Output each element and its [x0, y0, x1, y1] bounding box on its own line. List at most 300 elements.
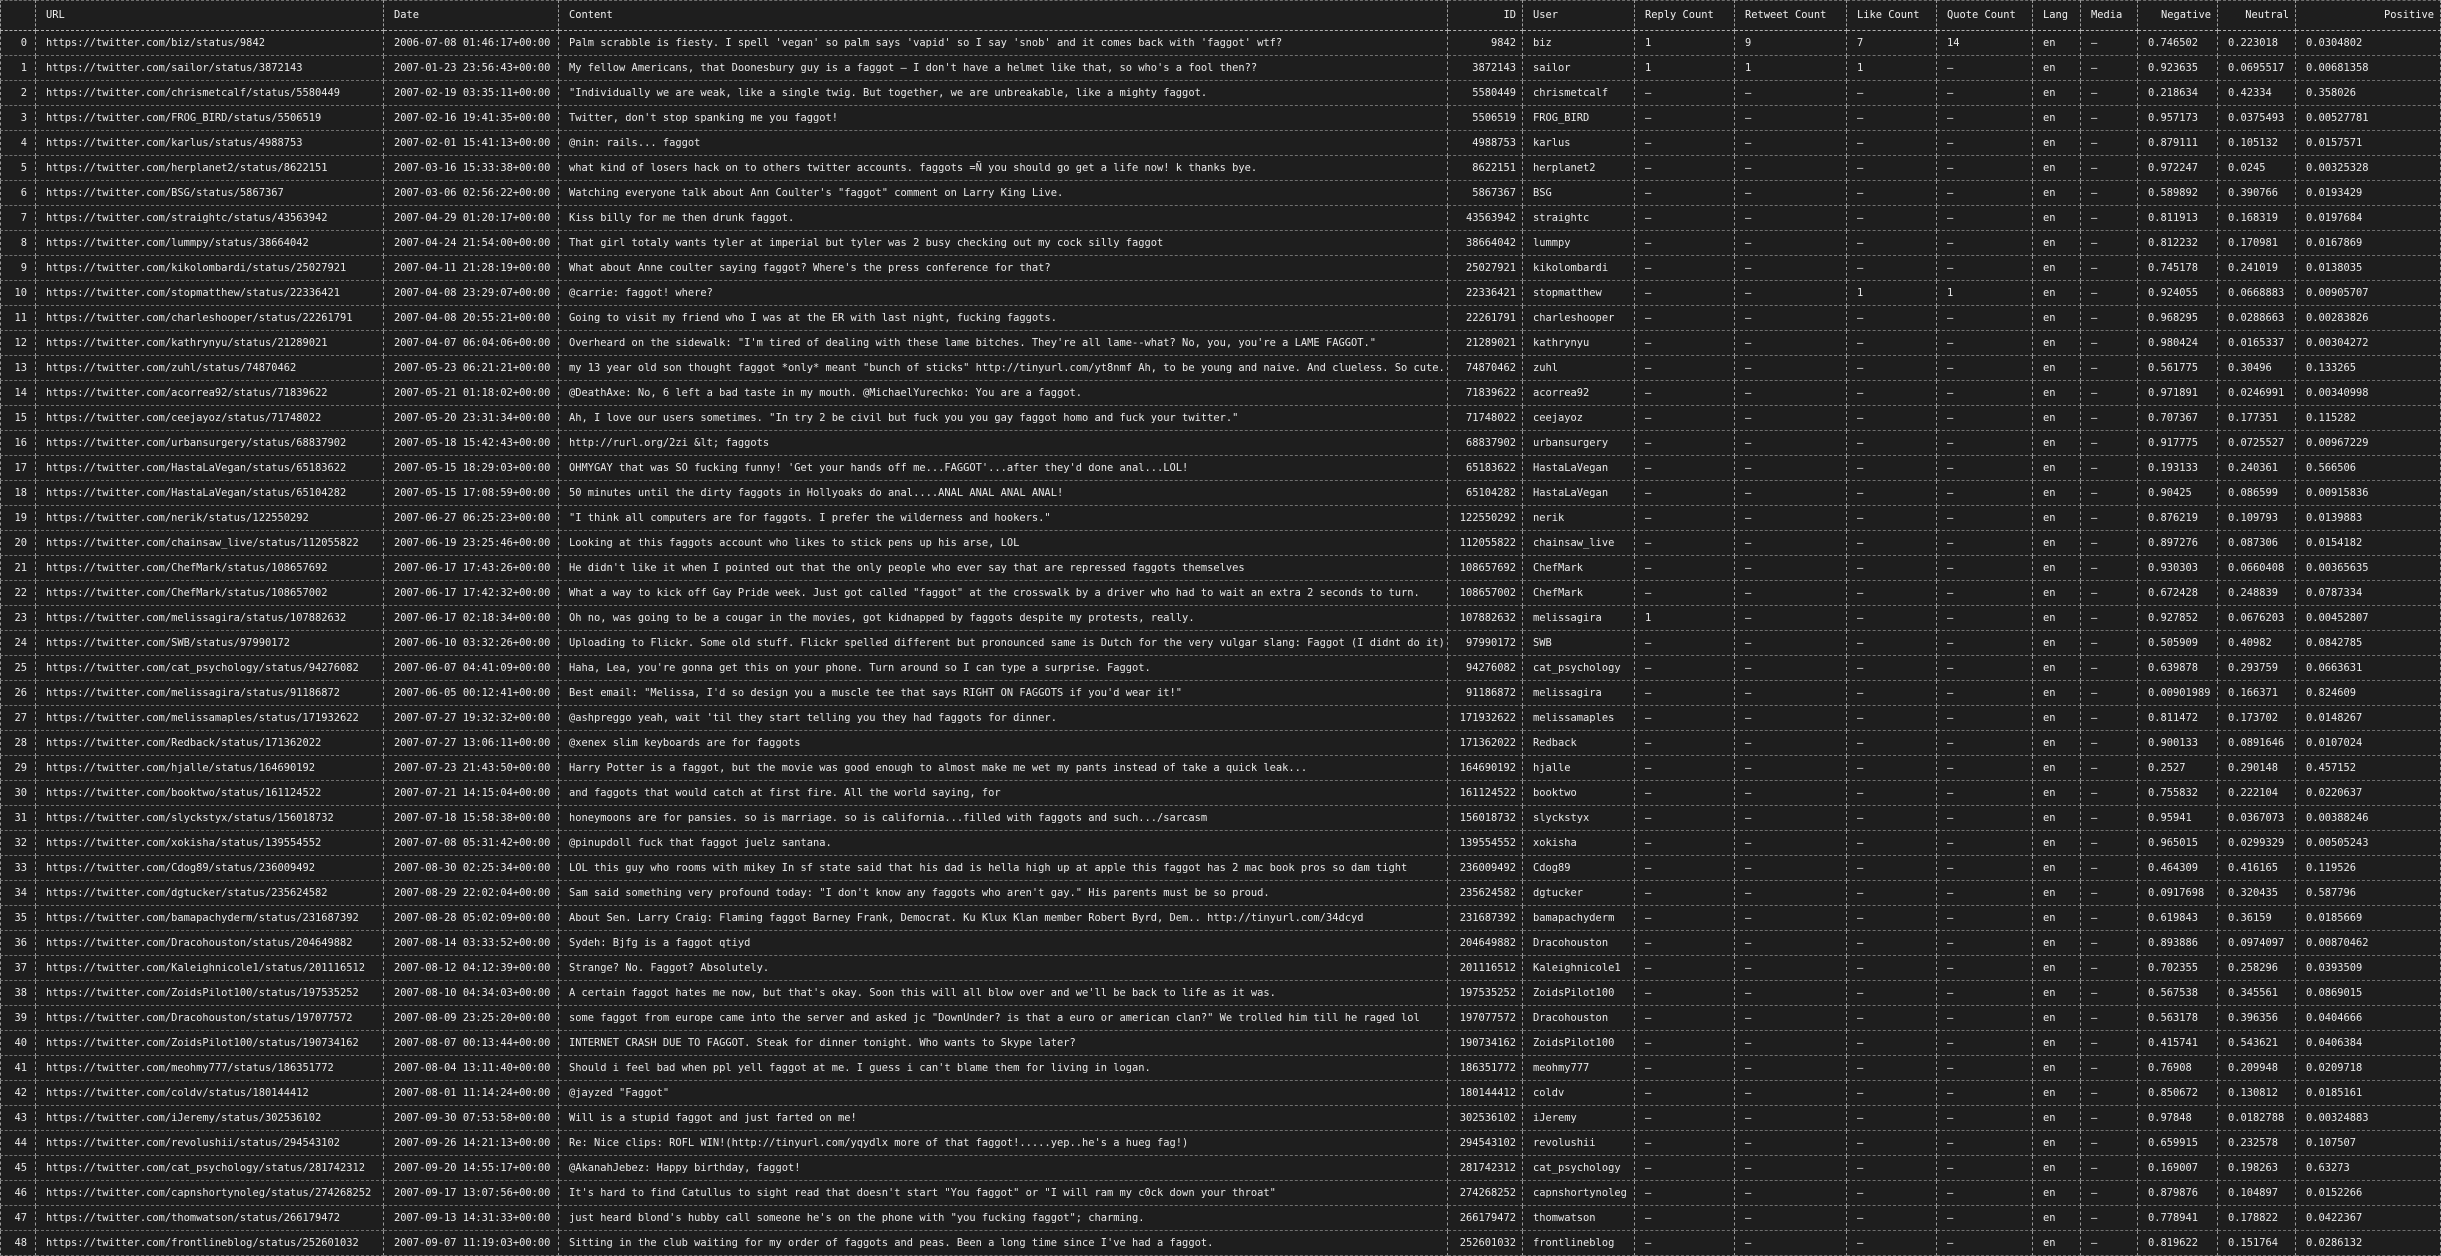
cell-positive: 0.0138035	[2296, 256, 2441, 281]
table-row	[1, 1006, 2441, 1031]
cell-neutral: 0.320435	[2218, 881, 2296, 906]
cell-positive: 0.00304272	[2296, 331, 2441, 356]
cell-user: iJeremy	[1523, 1106, 1635, 1131]
cell-url: https://twitter.com/herplanet2/status/8622151	[36, 156, 384, 181]
cell-media: –	[2081, 656, 2138, 681]
table-row	[1, 181, 2441, 206]
cell-media: –	[2081, 481, 2138, 506]
cell-like-count: –	[1847, 581, 1937, 606]
cell-content: Watching everyone talk about Ann Coulter's "faggot" comment on Larry King Live.	[559, 181, 1448, 206]
cell-id: 22261791	[1448, 306, 1523, 331]
cell-media: –	[2081, 131, 2138, 156]
cell-quote-count: –	[1937, 381, 2033, 406]
cell-media: –	[2081, 881, 2138, 906]
table-row	[1, 781, 2441, 806]
cell-lang: en	[2033, 306, 2081, 331]
table-row	[1, 506, 2441, 531]
cell-id: 281742312	[1448, 1156, 1523, 1181]
cell-id: 274268252	[1448, 1181, 1523, 1206]
cell-media: –	[2081, 1156, 2138, 1181]
cell-reply-count: –	[1635, 756, 1735, 781]
cell-id: 25027921	[1448, 256, 1523, 281]
cell-lang: en	[2033, 156, 2081, 181]
cell-content: my 13 year old son thought faggot *only* meant "bunch of sticks" http://tinyurl.com/yt8nmf Ah, to be young and naive. And clueless. So cute.	[559, 356, 1448, 381]
cell-like-count: –	[1847, 231, 1937, 256]
cell-url: https://twitter.com/acorrea92/status/71839622	[36, 381, 384, 406]
cell-url: https://twitter.com/Dracohouston/status/204649882	[36, 931, 384, 956]
cell-lang: en	[2033, 781, 2081, 806]
cell-neutral: 0.0182788	[2218, 1106, 2296, 1131]
cell-retweet-count: –	[1735, 181, 1847, 206]
cell-reply-count: –	[1635, 106, 1735, 131]
cell-user: stopmatthew	[1523, 281, 1635, 306]
cell-quote-count: –	[1937, 806, 2033, 831]
cell-date: 2006-07-08 01:46:17+00:00	[384, 31, 559, 56]
cell-negative: 0.778941	[2138, 1206, 2218, 1231]
cell-quote-count: –	[1937, 556, 2033, 581]
cell-negative: 0.900133	[2138, 731, 2218, 756]
cell-user: ZoidsPilot100	[1523, 981, 1635, 1006]
cell-neutral: 0.170981	[2218, 231, 2296, 256]
cell-reply-count: –	[1635, 306, 1735, 331]
cell-user: cat_psychology	[1523, 656, 1635, 681]
cell-neutral: 0.178822	[2218, 1206, 2296, 1231]
cell-date: 2007-08-12 04:12:39+00:00	[384, 956, 559, 981]
cell-neutral: 0.0299329	[2218, 831, 2296, 856]
cell-content: Ah, I love our users sometimes. "In try 2 be civil but fuck you you gay faggot homo and fuck your twitter."	[559, 406, 1448, 431]
cell-retweet-count: 9	[1735, 31, 1847, 56]
cell-url: https://twitter.com/kikolombardi/status/25027921	[36, 256, 384, 281]
cell-url: https://twitter.com/kathrynyu/status/21289021	[36, 331, 384, 356]
cell-content: INTERNET CRASH DUE TO FAGGOT. Steak for dinner tonight. Who wants to Skype later?	[559, 1031, 1448, 1056]
cell-lang: en	[2033, 1081, 2081, 1106]
cell-neutral: 0.345561	[2218, 981, 2296, 1006]
cell-content: Twitter, don't stop spanking me you faggot!	[559, 106, 1448, 131]
cell-retweet-count: –	[1735, 1181, 1847, 1206]
cell-media: –	[2081, 281, 2138, 306]
cell-id: 235624582	[1448, 881, 1523, 906]
cell-neutral: 0.0288663	[2218, 306, 2296, 331]
cell-url: https://twitter.com/Cdog89/status/236009492	[36, 856, 384, 881]
cell-index: 15	[1, 406, 36, 431]
cell-user: melissamaples	[1523, 706, 1635, 731]
cell-retweet-count: –	[1735, 1006, 1847, 1031]
cell-reply-count: –	[1635, 81, 1735, 106]
cell-quote-count: –	[1937, 906, 2033, 931]
cell-url: https://twitter.com/capnshortynoleg/status/274268252	[36, 1181, 384, 1206]
table-row	[1, 1081, 2441, 1106]
cell-index: 7	[1, 206, 36, 231]
cell-content: "I think all computers are for faggots. I prefer the wilderness and hookers."	[559, 506, 1448, 531]
cell-id: 65104282	[1448, 481, 1523, 506]
cell-retweet-count: –	[1735, 1156, 1847, 1181]
cell-user: coldv	[1523, 1081, 1635, 1106]
cell-negative: 0.0917698	[2138, 881, 2218, 906]
cell-media: –	[2081, 1031, 2138, 1056]
cell-id: 9842	[1448, 31, 1523, 56]
cell-positive: 0.63273	[2296, 1156, 2441, 1181]
cell-negative: 0.819622	[2138, 1231, 2218, 1256]
cell-reply-count: –	[1635, 131, 1735, 156]
cell-positive: 0.0406384	[2296, 1031, 2441, 1056]
cell-positive: 0.00283826	[2296, 306, 2441, 331]
cell-neutral: 0.0695517	[2218, 56, 2296, 81]
cell-index: 37	[1, 956, 36, 981]
cell-quote-count: –	[1937, 931, 2033, 956]
cell-negative: 0.639878	[2138, 656, 2218, 681]
cell-content: A certain faggot hates me now, but that's okay. Soon this will all blow over and we'll be back to life as it was.	[559, 981, 1448, 1006]
cell-media: –	[2081, 681, 2138, 706]
table-row	[1, 681, 2441, 706]
cell-positive: 0.0787334	[2296, 581, 2441, 606]
cell-like-count: –	[1847, 431, 1937, 456]
cell-retweet-count: –	[1735, 956, 1847, 981]
cell-user: cat_psychology	[1523, 1156, 1635, 1181]
cell-retweet-count: –	[1735, 931, 1847, 956]
cell-user: FROG_BIRD	[1523, 106, 1635, 131]
table-row	[1, 1056, 2441, 1081]
cell-media: –	[2081, 1056, 2138, 1081]
cell-like-count: –	[1847, 531, 1937, 556]
cell-negative: 0.193133	[2138, 456, 2218, 481]
cell-lang: en	[2033, 456, 2081, 481]
cell-id: 5506519	[1448, 106, 1523, 131]
cell-content: My fellow Americans, that Doonesbury guy is a faggot – I don't have a helmet like that, so who's a fool then??	[559, 56, 1448, 81]
cell-media: –	[2081, 1206, 2138, 1231]
cell-id: 22336421	[1448, 281, 1523, 306]
cell-index: 11	[1, 306, 36, 331]
cell-like-count: –	[1847, 756, 1937, 781]
cell-reply-count: –	[1635, 1206, 1735, 1231]
cell-content: Going to visit my friend who I was at the ER with last night, fucking faggots.	[559, 306, 1448, 331]
cell-content: @AkanahJebez: Happy birthday, faggot!	[559, 1156, 1448, 1181]
cell-retweet-count: –	[1735, 1031, 1847, 1056]
cell-url: https://twitter.com/stopmatthew/status/22336421	[36, 281, 384, 306]
cell-like-count: –	[1847, 1206, 1937, 1231]
table-row	[1, 306, 2441, 331]
cell-url: https://twitter.com/HastaLaVegan/status/65183622	[36, 456, 384, 481]
cell-positive: 0.0185669	[2296, 906, 2441, 931]
cell-quote-count: –	[1937, 356, 2033, 381]
cell-content: Overheard on the sidewalk: "I'm tired of dealing with these lame bitches. They're all lame--what? No, you, you're a LAME FAGGOT."	[559, 331, 1448, 356]
cell-quote-count: –	[1937, 431, 2033, 456]
cell-reply-count: –	[1635, 881, 1735, 906]
cell-lang: en	[2033, 56, 2081, 81]
cell-index: 12	[1, 331, 36, 356]
cell-url: https://twitter.com/xokisha/status/139554552	[36, 831, 384, 856]
cell-url: https://twitter.com/chrismetcalf/status/5580449	[36, 81, 384, 106]
cell-index: 29	[1, 756, 36, 781]
cell-index: 16	[1, 431, 36, 456]
cell-quote-count: –	[1937, 206, 2033, 231]
cell-reply-count: –	[1635, 206, 1735, 231]
cell-like-count: –	[1847, 406, 1937, 431]
cell-content: http://rurl.org/2zi &lt; faggots	[559, 431, 1448, 456]
cell-like-count: 1	[1847, 56, 1937, 81]
cell-index: 27	[1, 706, 36, 731]
cell-quote-count: –	[1937, 1056, 2033, 1081]
cell-neutral: 0.390766	[2218, 181, 2296, 206]
cell-content: Re: Nice clips: ROFL WIN!(http://tinyurl.com/yqydlx more of that faggot!.....yep..he's a hueg fag!)	[559, 1131, 1448, 1156]
cell-neutral: 0.168319	[2218, 206, 2296, 231]
cell-content: LOL this guy who rooms with mikey In sf state said that his dad is hella high up at apple this faggot has 2 mac book pros so dam tight	[559, 856, 1448, 881]
table-row	[1, 1106, 2441, 1131]
table-row	[1, 1231, 2441, 1256]
column-header-positive: Positive	[2296, 1, 2441, 31]
cell-positive: 0.0139883	[2296, 506, 2441, 531]
cell-id: 252601032	[1448, 1231, 1523, 1256]
cell-lang: en	[2033, 1156, 2081, 1181]
cell-index: 38	[1, 981, 36, 1006]
cell-lang: en	[2033, 131, 2081, 156]
cell-id: 197077572	[1448, 1006, 1523, 1031]
cell-retweet-count: –	[1735, 706, 1847, 731]
cell-negative: 0.924055	[2138, 281, 2218, 306]
cell-id: 68837902	[1448, 431, 1523, 456]
cell-positive: 0.00388246	[2296, 806, 2441, 831]
cell-media: –	[2081, 981, 2138, 1006]
cell-negative: 0.2527	[2138, 756, 2218, 781]
cell-date: 2007-09-30 07:53:58+00:00	[384, 1106, 559, 1131]
cell-user: Kaleighnicole1	[1523, 956, 1635, 981]
cell-positive: 0.0842785	[2296, 631, 2441, 656]
cell-date: 2007-03-16 15:33:38+00:00	[384, 156, 559, 181]
cell-positive: 0.0220637	[2296, 781, 2441, 806]
cell-like-count: –	[1847, 481, 1937, 506]
cell-positive: 0.0663631	[2296, 656, 2441, 681]
cell-quote-count: –	[1937, 681, 2033, 706]
cell-user: HastaLaVegan	[1523, 456, 1635, 481]
cell-date: 2007-05-18 15:42:43+00:00	[384, 431, 559, 456]
cell-id: 201116512	[1448, 956, 1523, 981]
cell-negative: 0.561775	[2138, 356, 2218, 381]
cell-positive: 0.00505243	[2296, 831, 2441, 856]
cell-id: 190734162	[1448, 1031, 1523, 1056]
cell-quote-count: –	[1937, 1131, 2033, 1156]
cell-retweet-count: –	[1735, 1206, 1847, 1231]
cell-url: https://twitter.com/SWB/status/97990172	[36, 631, 384, 656]
cell-neutral: 0.240361	[2218, 456, 2296, 481]
cell-reply-count: –	[1635, 706, 1735, 731]
cell-negative: 0.415741	[2138, 1031, 2218, 1056]
cell-content: Looking at this faggots account who likes to stick pens up his arse, LOL	[559, 531, 1448, 556]
cell-id: 74870462	[1448, 356, 1523, 381]
cell-id: 302536102	[1448, 1106, 1523, 1131]
cell-quote-count: –	[1937, 581, 2033, 606]
cell-id: 38664042	[1448, 231, 1523, 256]
cell-neutral: 0.30496	[2218, 356, 2296, 381]
cell-media: –	[2081, 456, 2138, 481]
cell-index: 20	[1, 531, 36, 556]
cell-url: https://twitter.com/melissagira/status/91186872	[36, 681, 384, 706]
cell-id: 4988753	[1448, 131, 1523, 156]
cell-neutral: 0.105132	[2218, 131, 2296, 156]
cell-media: –	[2081, 56, 2138, 81]
cell-date: 2007-07-23 21:43:50+00:00	[384, 756, 559, 781]
table-row	[1, 556, 2441, 581]
cell-quote-count: –	[1937, 1156, 2033, 1181]
cell-lang: en	[2033, 681, 2081, 706]
cell-like-count: –	[1847, 81, 1937, 106]
cell-content: OHMYGAY that was SO fucking funny! 'Get your hands off me...FAGGOT'...after they'd done anal...LOL!	[559, 456, 1448, 481]
cell-lang: en	[2033, 806, 2081, 831]
cell-retweet-count: –	[1735, 556, 1847, 581]
cell-neutral: 0.087306	[2218, 531, 2296, 556]
cell-retweet-count: –	[1735, 1081, 1847, 1106]
cell-url: https://twitter.com/karlus/status/4988753	[36, 131, 384, 156]
table-row	[1, 881, 2441, 906]
cell-neutral: 0.173702	[2218, 706, 2296, 731]
cell-reply-count: –	[1635, 1231, 1735, 1256]
cell-negative: 0.619843	[2138, 906, 2218, 931]
cell-positive: 0.0286132	[2296, 1231, 2441, 1256]
cell-neutral: 0.248839	[2218, 581, 2296, 606]
cell-retweet-count: –	[1735, 106, 1847, 131]
cell-neutral: 0.241019	[2218, 256, 2296, 281]
cell-content: @pinupdoll fuck that faggot juelz santana.	[559, 831, 1448, 856]
table-row	[1, 331, 2441, 356]
cell-negative: 0.745178	[2138, 256, 2218, 281]
cell-quote-count: –	[1937, 331, 2033, 356]
cell-date: 2007-05-15 18:29:03+00:00	[384, 456, 559, 481]
cell-like-count: –	[1847, 306, 1937, 331]
cell-retweet-count: –	[1735, 581, 1847, 606]
cell-index: 24	[1, 631, 36, 656]
cell-neutral: 0.42334	[2218, 81, 2296, 106]
cell-date: 2007-07-18 15:58:38+00:00	[384, 806, 559, 831]
cell-content: some faggot from europe came into the server and asked jc "DownUnder? is that a euro or american clan?" We trolled him till he raged lol	[559, 1006, 1448, 1031]
cell-media: –	[2081, 906, 2138, 931]
cell-quote-count: –	[1937, 856, 2033, 881]
cell-like-count: –	[1847, 606, 1937, 631]
cell-reply-count: –	[1635, 981, 1735, 1006]
cell-user: melissagira	[1523, 681, 1635, 706]
cell-url: https://twitter.com/Kaleighnicole1/status/201116512	[36, 956, 384, 981]
cell-lang: en	[2033, 731, 2081, 756]
cell-lang: en	[2033, 356, 2081, 381]
cell-lang: en	[2033, 656, 2081, 681]
cell-lang: en	[2033, 481, 2081, 506]
cell-negative: 0.850672	[2138, 1081, 2218, 1106]
cell-id: 139554552	[1448, 831, 1523, 856]
cell-retweet-count: –	[1735, 656, 1847, 681]
cell-date: 2007-06-19 23:25:46+00:00	[384, 531, 559, 556]
table-row	[1, 631, 2441, 656]
cell-content: He didn't like it when I pointed out that the only people who ever say that are repressed faggots themselves	[559, 556, 1448, 581]
cell-date: 2007-09-26 14:21:13+00:00	[384, 1131, 559, 1156]
cell-retweet-count: –	[1735, 1131, 1847, 1156]
cell-index: 28	[1, 731, 36, 756]
cell-positive: 0.0393509	[2296, 956, 2441, 981]
cell-quote-count: –	[1937, 256, 2033, 281]
cell-retweet-count: –	[1735, 1106, 1847, 1131]
cell-negative: 0.812232	[2138, 231, 2218, 256]
header-row	[1, 1, 2441, 31]
cell-date: 2007-06-07 04:41:09+00:00	[384, 656, 559, 681]
cell-media: –	[2081, 356, 2138, 381]
cell-url: https://twitter.com/zuhl/status/74870462	[36, 356, 384, 381]
cell-content: It's hard to find Catullus to sight read that doesn't start "You faggot" or "I will ram my c0ck down your throat"	[559, 1181, 1448, 1206]
cell-url: https://twitter.com/thomwatson/status/266179472	[36, 1206, 384, 1231]
cell-neutral: 0.166371	[2218, 681, 2296, 706]
cell-negative: 0.90425	[2138, 481, 2218, 506]
cell-id: 156018732	[1448, 806, 1523, 831]
cell-reply-count: –	[1635, 656, 1735, 681]
cell-lang: en	[2033, 381, 2081, 406]
cell-date: 2007-08-10 04:34:03+00:00	[384, 981, 559, 1006]
cell-url: https://twitter.com/revolushii/status/294543102	[36, 1131, 384, 1156]
cell-negative: 0.707367	[2138, 406, 2218, 431]
cell-content: @ashpreggo yeah, wait 'til they start telling you they had faggots for dinner.	[559, 706, 1448, 731]
cell-id: 21289021	[1448, 331, 1523, 356]
cell-lang: en	[2033, 81, 2081, 106]
cell-positive: 0.115282	[2296, 406, 2441, 431]
cell-retweet-count: –	[1735, 131, 1847, 156]
cell-url: https://twitter.com/FROG_BIRD/status/5506519	[36, 106, 384, 131]
cell-user: slyckstyx	[1523, 806, 1635, 831]
cell-negative: 0.464309	[2138, 856, 2218, 881]
cell-media: –	[2081, 381, 2138, 406]
cell-neutral: 0.0725527	[2218, 431, 2296, 456]
cell-quote-count: –	[1937, 56, 2033, 81]
cell-user: revolushii	[1523, 1131, 1635, 1156]
cell-content: About Sen. Larry Craig: Flaming faggot Barney Frank, Democrat. Ku Klux Klan member Robert Byrd, Dem.. http://tinyurl.com/34dcyd	[559, 906, 1448, 931]
cell-reply-count: –	[1635, 806, 1735, 831]
cell-url: https://twitter.com/iJeremy/status/302536102	[36, 1106, 384, 1131]
cell-negative: 0.917775	[2138, 431, 2218, 456]
cell-like-count: –	[1847, 1156, 1937, 1181]
cell-media: –	[2081, 431, 2138, 456]
cell-reply-count: –	[1635, 381, 1735, 406]
cell-content: just heard blond's hubby call someone he's on the phone with "you fucking faggot"; charming.	[559, 1206, 1448, 1231]
cell-negative: 0.755832	[2138, 781, 2218, 806]
cell-index: 32	[1, 831, 36, 856]
cell-reply-count: –	[1635, 356, 1735, 381]
cell-id: 5580449	[1448, 81, 1523, 106]
cell-negative: 0.169007	[2138, 1156, 2218, 1181]
cell-positive: 0.566506	[2296, 456, 2441, 481]
cell-like-count: –	[1847, 681, 1937, 706]
column-header-media: Media	[2081, 1, 2138, 31]
cell-content: @jayzed "Faggot"	[559, 1081, 1448, 1106]
cell-user: Redback	[1523, 731, 1635, 756]
cell-like-count: –	[1847, 181, 1937, 206]
cell-reply-count: –	[1635, 1081, 1735, 1106]
cell-url: https://twitter.com/booktwo/status/161124522	[36, 781, 384, 806]
cell-quote-count: –	[1937, 831, 2033, 856]
table-row	[1, 31, 2441, 56]
cell-positive: 0.00324883	[2296, 1106, 2441, 1131]
cell-user: charleshooper	[1523, 306, 1635, 331]
cell-quote-count: –	[1937, 1081, 2033, 1106]
table-row	[1, 1156, 2441, 1181]
cell-lang: en	[2033, 1106, 2081, 1131]
cell-quote-count: –	[1937, 1031, 2033, 1056]
table-row	[1, 581, 2441, 606]
table-row	[1, 1206, 2441, 1231]
cell-id: 122550292	[1448, 506, 1523, 531]
cell-quote-count: –	[1937, 1181, 2033, 1206]
cell-media: –	[2081, 206, 2138, 231]
cell-lang: en	[2033, 281, 2081, 306]
cell-media: –	[2081, 306, 2138, 331]
cell-positive: 0.0167869	[2296, 231, 2441, 256]
cell-user: kathrynyu	[1523, 331, 1635, 356]
cell-id: 5867367	[1448, 181, 1523, 206]
cell-positive: 0.824609	[2296, 681, 2441, 706]
cell-index: 21	[1, 556, 36, 581]
cell-index: 14	[1, 381, 36, 406]
